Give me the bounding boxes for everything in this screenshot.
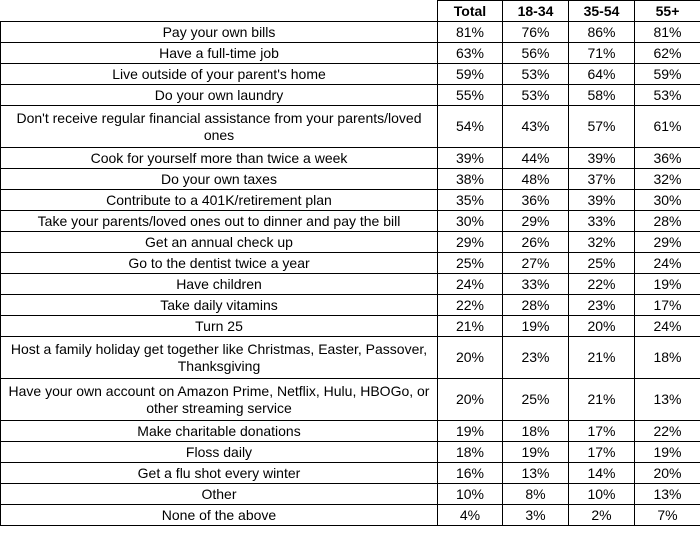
cell-18-34: 25%	[503, 379, 569, 421]
row-label: Live outside of your parent's home	[1, 64, 438, 85]
table-row	[1, 148, 700, 169]
cell-55-plus: 32%	[635, 169, 700, 190]
cell-total: 39%	[438, 148, 503, 169]
table-row	[1, 505, 700, 526]
table-body	[1, 22, 700, 526]
cell-55-plus: 36%	[635, 148, 700, 169]
cell-55-plus: 28%	[635, 211, 700, 232]
column-header-total: Total	[438, 1, 503, 22]
table-row	[1, 337, 700, 379]
cell-total: 16%	[438, 463, 503, 484]
row-label: Have children	[1, 274, 438, 295]
cell-55-plus: 24%	[635, 253, 700, 274]
cell-total: 55%	[438, 85, 503, 106]
cell-55-plus: 17%	[635, 295, 700, 316]
cell-55-plus: 20%	[635, 463, 700, 484]
row-label: Pay your own bills	[1, 22, 438, 43]
cell-total: 63%	[438, 43, 503, 64]
row-label: Take daily vitamins	[1, 295, 438, 316]
cell-total: 10%	[438, 484, 503, 505]
cell-35-54: 39%	[569, 148, 635, 169]
cell-55-plus: 30%	[635, 190, 700, 211]
cell-35-54: 22%	[569, 274, 635, 295]
table-row	[1, 43, 700, 64]
table-row	[1, 316, 700, 337]
cell-18-34: 53%	[503, 64, 569, 85]
cell-18-34: 76%	[503, 22, 569, 43]
cell-35-54: 32%	[569, 232, 635, 253]
cell-55-plus: 19%	[635, 274, 700, 295]
table-row	[1, 484, 700, 505]
cell-total: 29%	[438, 232, 503, 253]
cell-18-34: 33%	[503, 274, 569, 295]
cell-35-54: 64%	[569, 64, 635, 85]
row-label: Turn 25	[1, 316, 438, 337]
cell-35-54: 17%	[569, 442, 635, 463]
cell-total: 19%	[438, 421, 503, 442]
cell-35-54: 25%	[569, 253, 635, 274]
row-label: Do your own taxes	[1, 169, 438, 190]
cell-total: 81%	[438, 22, 503, 43]
table-row	[1, 169, 700, 190]
header-row	[1, 1, 700, 22]
cell-total: 20%	[438, 379, 503, 421]
cell-35-54: 33%	[569, 211, 635, 232]
cell-total: 59%	[438, 64, 503, 85]
cell-55-plus: 13%	[635, 484, 700, 505]
cell-18-34: 53%	[503, 85, 569, 106]
cell-55-plus: 24%	[635, 316, 700, 337]
cell-total: 38%	[438, 169, 503, 190]
cell-35-54: 39%	[569, 190, 635, 211]
table-row	[1, 85, 700, 106]
header-corner	[1, 1, 438, 22]
table-row	[1, 421, 700, 442]
column-header-35-54: 35-54	[569, 1, 635, 22]
cell-18-34: 8%	[503, 484, 569, 505]
row-label: Get a flu shot every winter	[1, 463, 438, 484]
cell-total: 24%	[438, 274, 503, 295]
cell-total: 22%	[438, 295, 503, 316]
row-label: Have your own account on Amazon Prime, Netflix, Hulu, HBOGo, or other streaming service	[1, 379, 438, 421]
table-row	[1, 463, 700, 484]
cell-18-34: 13%	[503, 463, 569, 484]
cell-55-plus: 7%	[635, 505, 700, 526]
row-label: Make charitable donations	[1, 421, 438, 442]
cell-total: 30%	[438, 211, 503, 232]
table-row	[1, 442, 700, 463]
row-label: Go to the dentist twice a year	[1, 253, 438, 274]
cell-35-54: 57%	[569, 106, 635, 148]
row-label: Don't receive regular financial assistance from your parents/loved ones	[1, 106, 438, 148]
table-row	[1, 211, 700, 232]
cell-55-plus: 22%	[635, 421, 700, 442]
cell-18-34: 26%	[503, 232, 569, 253]
cell-18-34: 3%	[503, 505, 569, 526]
row-label: Floss daily	[1, 442, 438, 463]
column-header-55-plus: 55+	[635, 1, 700, 22]
cell-35-54: 23%	[569, 295, 635, 316]
cell-18-34: 23%	[503, 337, 569, 379]
cell-18-34: 56%	[503, 43, 569, 64]
table-row	[1, 64, 700, 85]
table-row	[1, 232, 700, 253]
cell-55-plus: 53%	[635, 85, 700, 106]
cell-55-plus: 62%	[635, 43, 700, 64]
cell-55-plus: 61%	[635, 106, 700, 148]
cell-18-34: 48%	[503, 169, 569, 190]
cell-55-plus: 18%	[635, 337, 700, 379]
cell-55-plus: 19%	[635, 442, 700, 463]
cell-35-54: 37%	[569, 169, 635, 190]
row-label: Get an annual check up	[1, 232, 438, 253]
column-header-18-34: 18-34	[503, 1, 569, 22]
cell-55-plus: 81%	[635, 22, 700, 43]
row-label: Have a full-time job	[1, 43, 438, 64]
cell-18-34: 28%	[503, 295, 569, 316]
cell-18-34: 36%	[503, 190, 569, 211]
table-row	[1, 379, 700, 421]
row-label: Host a family holiday get together like Christmas, Easter, Passover, Thanksgiving	[1, 337, 438, 379]
cell-total: 25%	[438, 253, 503, 274]
table-row	[1, 190, 700, 211]
cell-35-54: 58%	[569, 85, 635, 106]
cell-55-plus: 13%	[635, 379, 700, 421]
row-label: Take your parents/loved ones out to dinner and pay the bill	[1, 211, 438, 232]
row-label: Cook for yourself more than twice a week	[1, 148, 438, 169]
cell-35-54: 17%	[569, 421, 635, 442]
cell-35-54: 21%	[569, 379, 635, 421]
cell-18-34: 27%	[503, 253, 569, 274]
row-label: Do your own laundry	[1, 85, 438, 106]
cell-18-34: 44%	[503, 148, 569, 169]
cell-35-54: 10%	[569, 484, 635, 505]
cell-35-54: 14%	[569, 463, 635, 484]
cell-18-34: 19%	[503, 316, 569, 337]
table-row	[1, 274, 700, 295]
row-label: Other	[1, 484, 438, 505]
table-row	[1, 106, 700, 148]
cell-35-54: 20%	[569, 316, 635, 337]
cell-total: 20%	[438, 337, 503, 379]
cell-total: 54%	[438, 106, 503, 148]
table-row	[1, 253, 700, 274]
row-label: Contribute to a 401K/retirement plan	[1, 190, 438, 211]
cell-total: 21%	[438, 316, 503, 337]
cell-total: 4%	[438, 505, 503, 526]
table-row	[1, 295, 700, 316]
row-label: None of the above	[1, 505, 438, 526]
cell-35-54: 86%	[569, 22, 635, 43]
cell-35-54: 71%	[569, 43, 635, 64]
cell-35-54: 21%	[569, 337, 635, 379]
cell-35-54: 2%	[569, 505, 635, 526]
cell-18-34: 29%	[503, 211, 569, 232]
cell-55-plus: 59%	[635, 64, 700, 85]
cell-total: 35%	[438, 190, 503, 211]
cell-18-34: 19%	[503, 442, 569, 463]
cell-55-plus: 29%	[635, 232, 700, 253]
table-row	[1, 22, 700, 43]
cell-18-34: 18%	[503, 421, 569, 442]
cell-total: 18%	[438, 442, 503, 463]
cell-18-34: 43%	[503, 106, 569, 148]
